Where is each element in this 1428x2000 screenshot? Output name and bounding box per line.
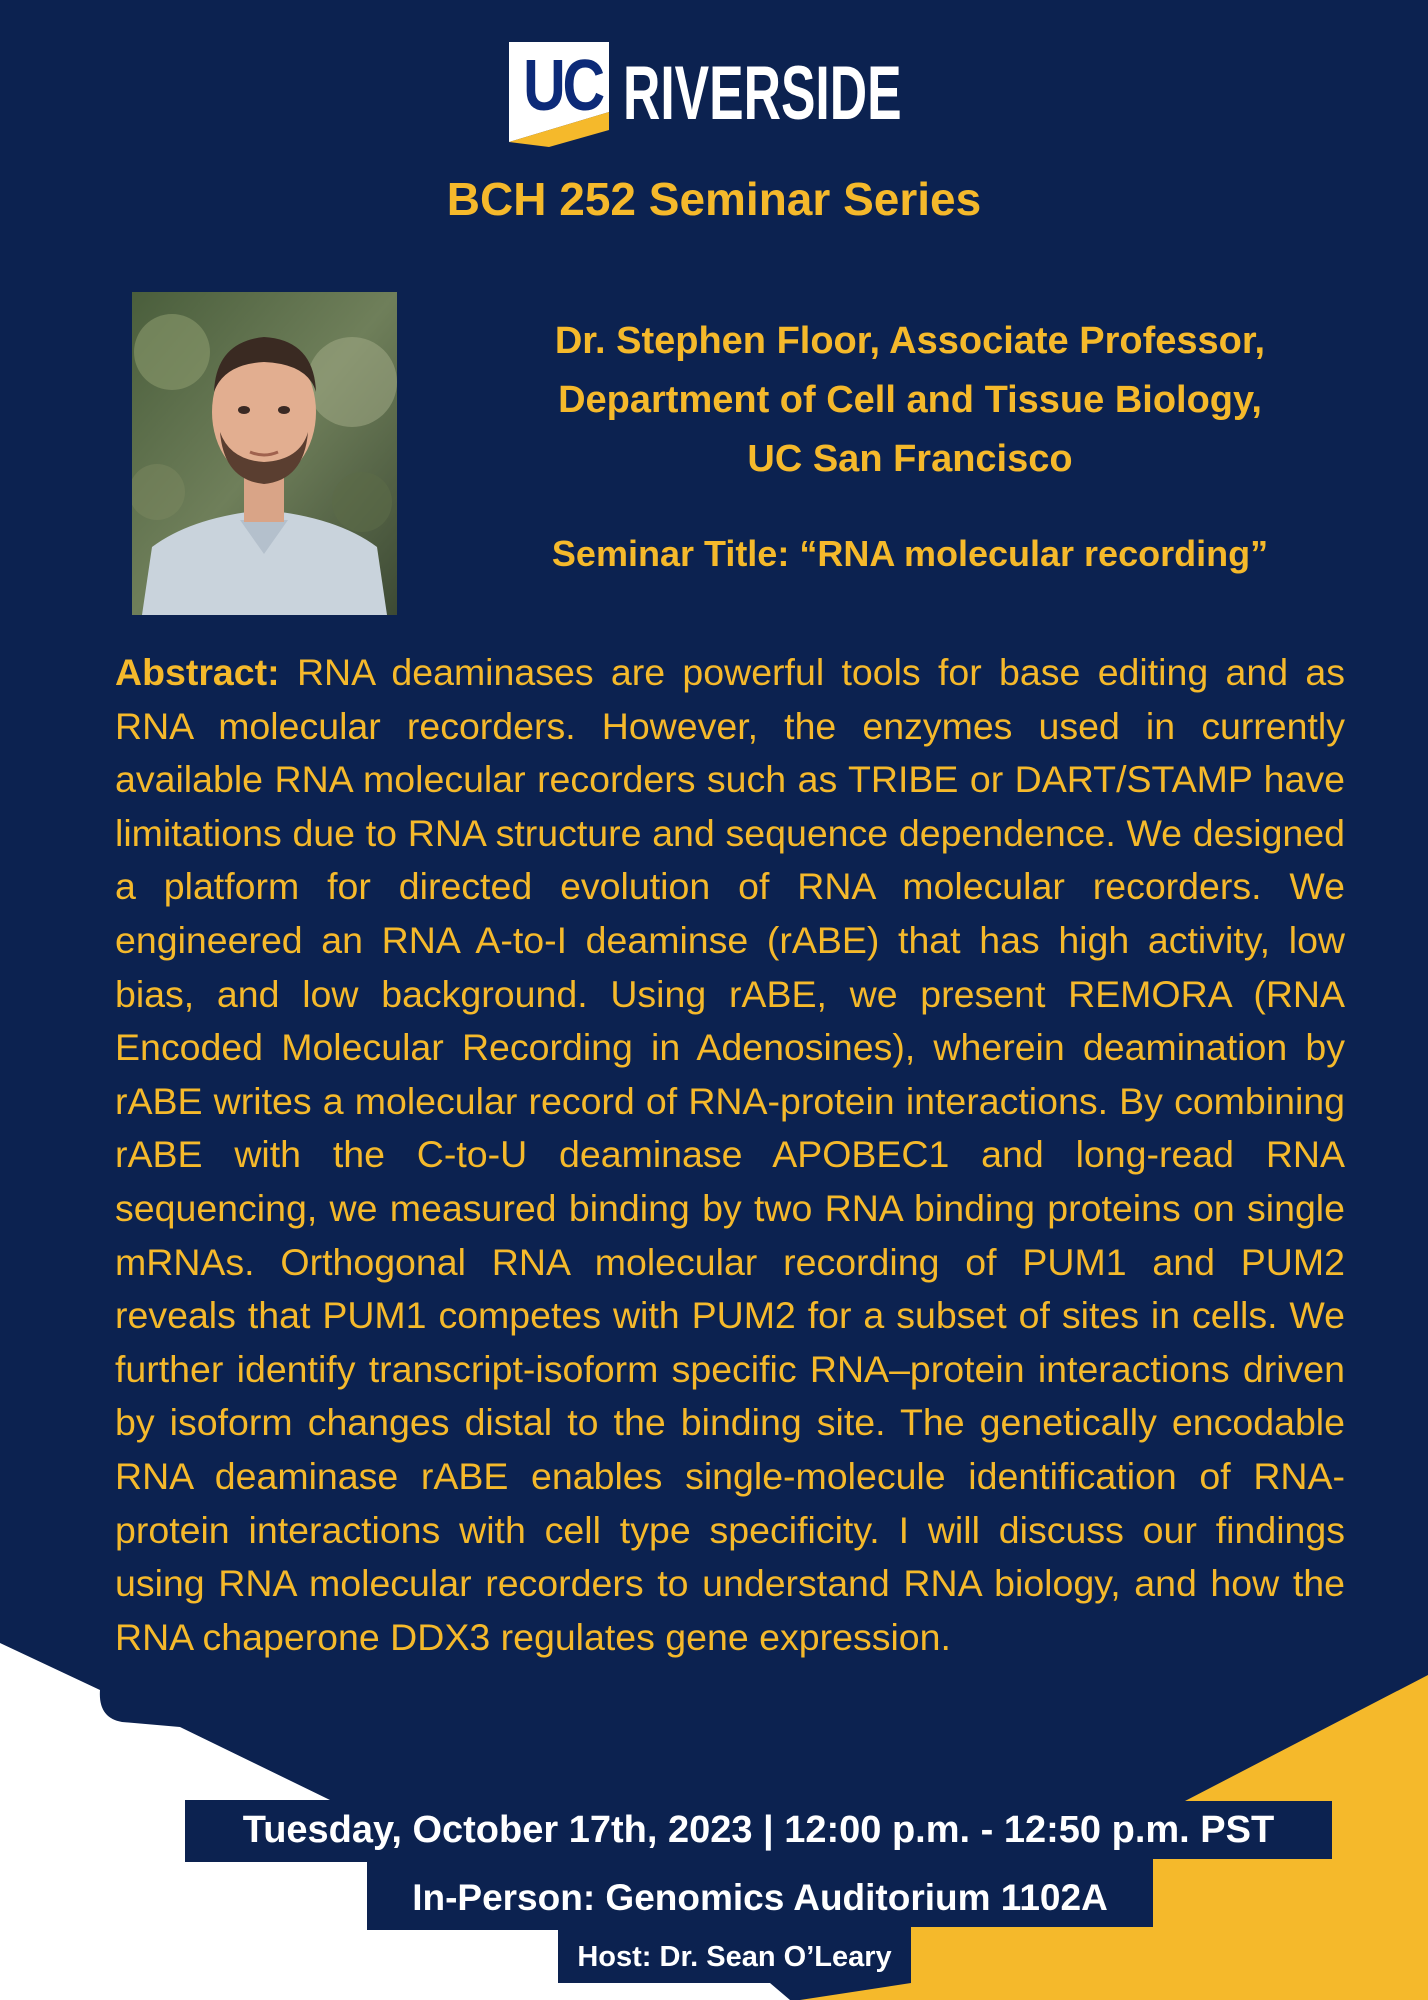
speaker-name-line: Dr. Stephen Floor, Associate Professor,	[554, 320, 1266, 362]
event-host: Host: Dr. Sean O’Leary	[558, 1933, 911, 1981]
abstract-text: RNA deaminases are powerful tools for base editing and as RNA molecular recorders. However, the enzymes used in currently available RNA molecular recorders such as TRIBE or DART/STAMP have limitations due to RNA structure and sequence dependence. We designed a platform for directed evolution of RNA molecular recorders. We engineered an RNA A-to-I deaminse (rABE) that has high activity, low bias, and low background. Using rABE, we present REMORA (RNA Encoded Molecular Recording in Adenosines), wherein deamination by rABE writes a molecular record of RNA-protein interactions. By combining rABE with the C-to-U deaminase APOBEC1 and long-read RNA sequencing, we measured binding by two RNA binding proteins on single mRNAs. Orthogonal RNA molecular recording of PUM1 and PUM2 reveals that PUM1 competes with PUM2 for a subset of sites in cells. We further identify transcript-isoform specific RNA–protein interactions driven by isoform changes distal to the binding site. The genetically encodable RNA deaminase rABE enables single-molecule identification of RNA-protein interactions with cell type specificity. I will discuss our findings using RNA molecular recorders to understand RNA biology, and how the RNA chaperone DDX3 regulates gene expression.	[115, 651, 1345, 1658]
logo-uc-text: UC	[523, 46, 602, 126]
abstract	[115, 646, 1345, 1664]
speaker-institution-line: UC San Francisco	[747, 438, 1073, 480]
seminar-title: Seminar Title: “RNA molecular recording”	[551, 533, 1269, 574]
speaker-department-line: Department of Cell and Tissue Biology,	[558, 379, 1262, 421]
ucr-logo	[505, 40, 925, 155]
abstract-label: Abstract:	[115, 651, 280, 693]
event-location: In-Person: Genomics Auditorium 1102A	[367, 1869, 1153, 1927]
series-title: BCH 252 Seminar Series	[446, 173, 982, 225]
event-datetime: Tuesday, October 17th, 2023 | 12:00 p.m. - 12:50 p.m. PST	[185, 1801, 1332, 1859]
speaker-info	[470, 312, 1350, 489]
logo-wordmark: RIVERSIDE	[623, 51, 902, 136]
speaker-photo	[132, 292, 397, 615]
